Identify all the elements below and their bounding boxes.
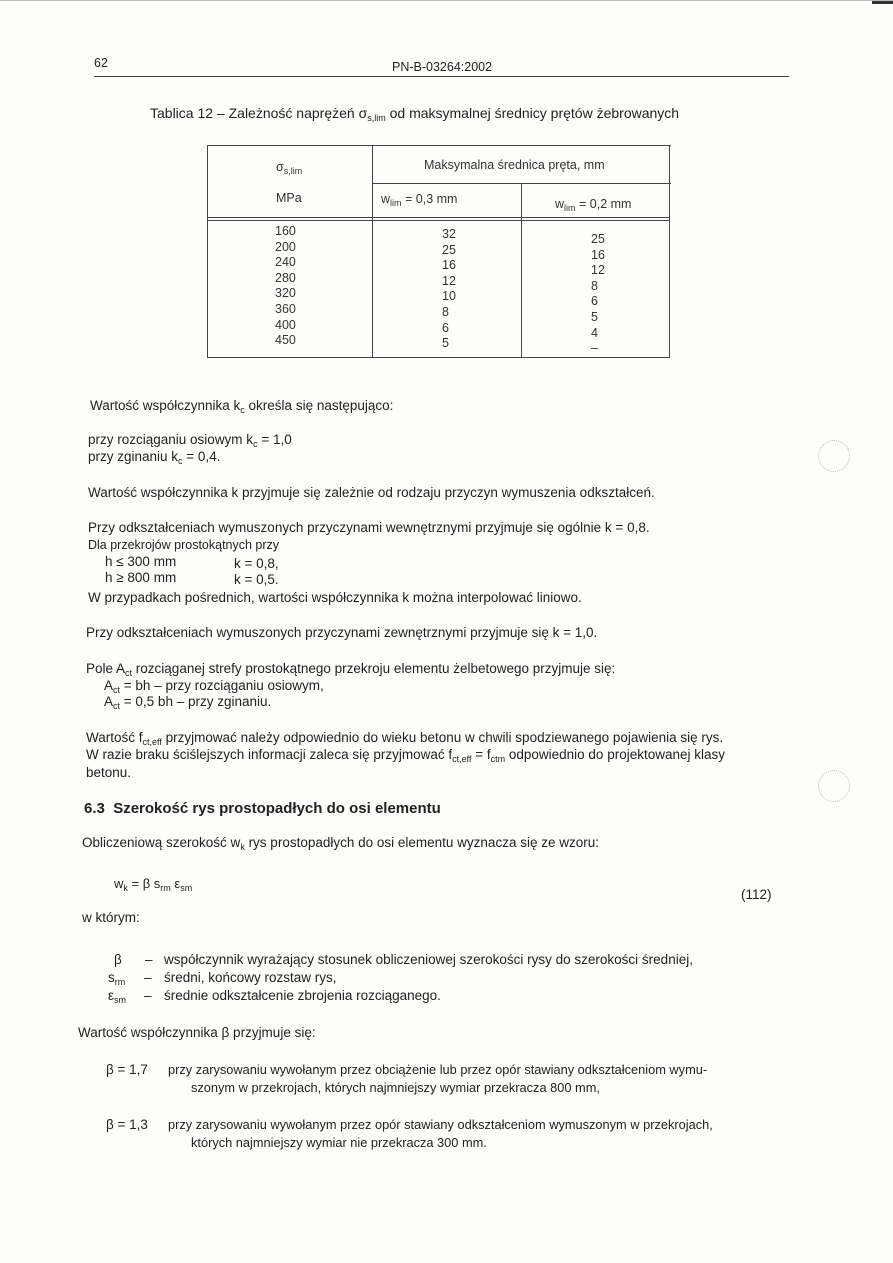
table-cell: 450 xyxy=(275,333,296,348)
table-cell: 280 xyxy=(275,270,296,285)
act-intro: Pole $A_{ct}$ rozciąganej strefy prostokątnego przekroju elementu żelbetowego przyjmuje się: xyxy=(86,661,616,678)
beta-case1-label: β = 1,7 xyxy=(106,1062,148,1077)
table-cell: 6 xyxy=(591,294,598,309)
table-cell: 16 xyxy=(591,247,605,262)
k-intro: Wartość współczynnika k przyjmuje się zależnie od rodzaju przyczyn wymuszenia odkształceń. xyxy=(88,485,655,500)
k-h2: h ≥ 800 mm xyxy=(105,570,177,585)
table-cell: 32 xyxy=(442,227,456,241)
section-number: 6.3 xyxy=(84,800,105,817)
table-cell: 8 xyxy=(442,304,449,319)
page-number: 62 xyxy=(94,56,108,70)
table-cell: 10 xyxy=(442,289,456,304)
k-k2: k = 0,5. xyxy=(234,572,279,587)
wk-formula: $w_k = \beta$ $s_{rm}$ $\varepsilon_{sm}$ xyxy=(114,876,193,893)
k-external: Przy odkształceniach wymuszonych przyczynami zewnętrznymi przyjmuje się k = 1,0. xyxy=(86,625,598,640)
equation-number: (112) xyxy=(741,887,772,902)
k-internal: Przy odkształceniach wymuszonych przyczynami wewnętrznymi przyjmuje się ogólnie k = 0,8. xyxy=(88,520,650,535)
table-cell: 360 xyxy=(275,301,296,316)
beta-case2-line1: przy zarysowaniu wywołanym przez opór stawiany odkształceniom wymuszonym w przekrojach, xyxy=(168,1117,713,1132)
table-cell: 320 xyxy=(275,286,296,301)
column-d-02 xyxy=(591,232,605,357)
scan-top-edge xyxy=(0,0,893,1)
k-h1: h ≤ 300 mm xyxy=(105,554,177,569)
table-cell: 160 xyxy=(275,224,296,238)
beta-case2-line2: których najmniejszy wymiar nie przekracza 300 mm. xyxy=(191,1135,487,1150)
col-stress-header: $\sigma_{s,lim}$ xyxy=(276,160,303,176)
k-interp: W przypadkach pośrednich, wartości współczynnika k można interpolować liniowo. xyxy=(88,590,582,605)
section-title: Szerokość rys prostopadłych do osi elementu xyxy=(113,800,441,817)
col-wlim-02-header: $w_{lim} = 0,2$ mm xyxy=(555,197,632,213)
column-d-03 xyxy=(442,227,456,352)
table-cell: 5 xyxy=(591,309,598,324)
kc-axial: przy rozciąganiu osiowym $k_c = 1,0$ xyxy=(88,432,292,449)
table-cell: 12 xyxy=(442,273,456,288)
table-caption: Tablica 12 – Zależność naprężeń $\sigma_{s,lim}$ od maksymalnej średnicy prętów żebrowanych xyxy=(150,105,680,123)
beta-intro: Wartość współczynnika β przyjmuje się: xyxy=(78,1025,316,1040)
table-cell: 4 xyxy=(591,325,598,340)
fct-line2: W razie braku ściślejszych informacji zaleca się przyjmować $f_{ct,eff} = f_{ctm}$ odpowiednio do projektowanej klasy xyxy=(86,747,725,764)
table-cell: 8 xyxy=(591,278,598,293)
table-cell: 200 xyxy=(275,239,296,254)
act-bending: $A_{ct} = 0,5$ bh – przy zginaniu. xyxy=(104,694,272,711)
col-stress-unit: MPa xyxy=(276,191,302,205)
where-label: w którym: xyxy=(82,910,140,925)
table-cell: 6 xyxy=(442,320,449,335)
table-cell: 5 xyxy=(442,336,449,351)
act-axial: $A_{ct}$ = bh – przy rozciąganiu osiowym, xyxy=(104,678,324,695)
binder-hole xyxy=(818,770,850,802)
standard-code: PN-B-03264:2002 xyxy=(392,60,493,74)
fct-line3: betonu. xyxy=(86,765,132,780)
beta-case1-line2: szonym w przekrojach, których najmniejszy wymiar przekracza 800 mm, xyxy=(191,1080,600,1095)
col-wlim-03-header: $w_{lim} = 0,3$ mm xyxy=(381,192,458,208)
table-cell: 16 xyxy=(442,258,456,273)
wk-intro: Obliczeniową szerokość $w_k$ rys prostopadłych do osi elementu wyznacza się ze wzoru: xyxy=(82,835,599,852)
column-stress xyxy=(275,224,296,349)
header-rule xyxy=(94,76,789,77)
group-header: Maksymalna średnica pręta, mm xyxy=(424,158,605,172)
beta-case2-label: β = 1,3 xyxy=(106,1117,148,1132)
kc-intro: Wartość współczynnika $k_c$ określa się następująco: xyxy=(90,398,394,415)
beta-case1-line1: przy zarysowaniu wywołanym przez obciążenie lub przez opór stawiany odkształceniom wymu- xyxy=(168,1062,708,1077)
section-heading xyxy=(84,800,441,817)
kc-bending: przy zginaniu $k_c = 0,4$. xyxy=(88,449,221,466)
scan-mark xyxy=(872,1,893,4)
table-cell: – xyxy=(591,341,598,356)
table-cell: 25 xyxy=(442,242,456,257)
table-cell: 240 xyxy=(275,255,296,270)
k-k1: k = 0,8, xyxy=(234,556,279,571)
binder-hole xyxy=(818,440,850,472)
table-cell: 25 xyxy=(591,232,605,246)
k-rect: Dla przekrojów prostokątnych przy xyxy=(88,538,280,552)
table-cell: 400 xyxy=(275,317,296,332)
fct-line1: Wartość $f_{ct,eff}$ przyjmować należy odpowiednio do wieku betonu w chwili spodziewanego pojawienia się rys. xyxy=(86,730,724,747)
table-cell: 12 xyxy=(591,263,605,278)
